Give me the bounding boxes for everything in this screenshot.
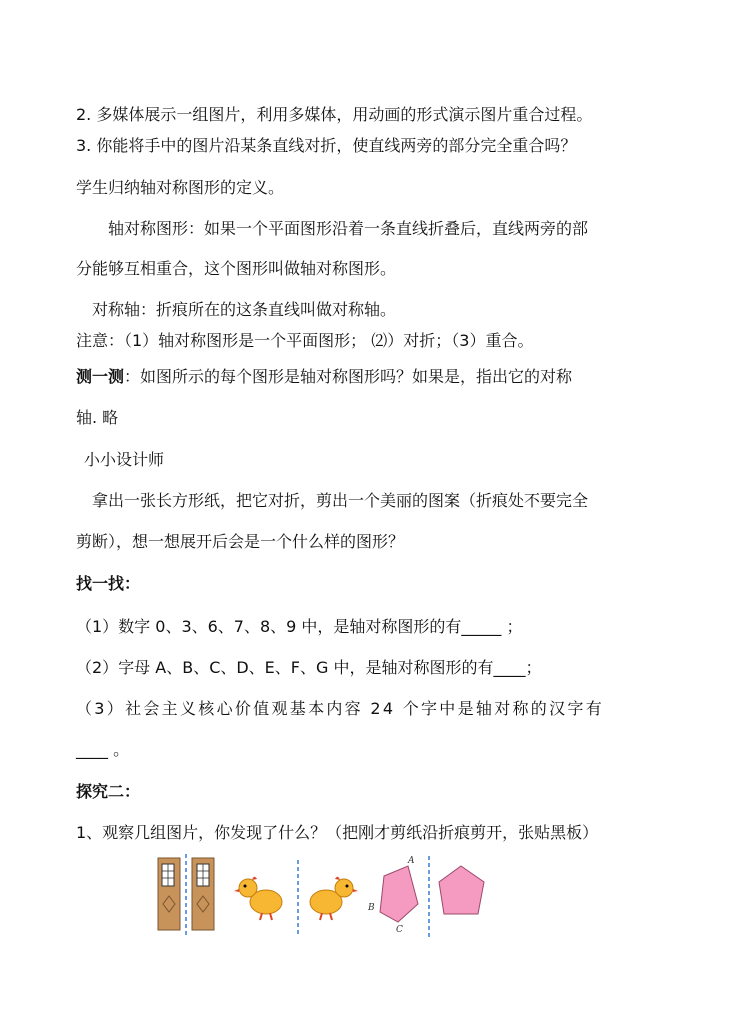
definition-line-2: 分能够互相重合，这个图形叫做轴对称图形。 [76,259,397,278]
explore-item-1: 1、观察几组图片，你发现了什么？（把刚才剪纸沿折痕剪开，张贴黑板） [76,823,599,842]
test-line-2: 轴. 略 [76,408,119,427]
definition-line-1: 轴对称图形：如果一个平面图形沿着一条直线折叠后，直线两旁的部 [108,219,589,238]
pentagon-left-icon [367,856,418,935]
find-item-3-cont: ____ 。 [76,740,130,759]
symmetry-illustration [156,852,496,942]
chick-right-icon [310,877,358,920]
line-3: 学生归纳轴对称图形的定义。 [76,178,285,197]
pentagon-right-icon [439,866,484,914]
label-c: C [396,925,403,935]
line-1: 2. 多媒体展示一组图片，利用多媒体，用动画的形式演示图片重合过程。 [76,105,593,124]
axis-definition: 对称轴：折痕所在的这条直线叫做对称轴。 [92,300,397,319]
door-right-icon [192,858,214,930]
test-heading: 测一测 [76,367,125,386]
find-item-2: （2）字母 A、B、C、D、E、F、G 中，是轴对称图形的有____； [76,658,542,677]
find-item-3: （3）社会主义核心价值观基本内容 24 个字中是轴对称的汉字有 [76,699,605,718]
explore-heading: 探究二： [76,782,141,801]
label-a: A [408,856,415,866]
designer-line-1: 拿出一张长方形纸，把它对折，剪出一个美丽的图案（折痕处不要完全 [92,491,589,510]
chick-left-icon [234,877,282,920]
find-item-1: （1）数字 0、3、6、7、8、9 中，是轴对称图形的有_____ ； [76,617,523,636]
note-line: 注意：（1）轴对称图形是一个平面图形； ⑵）对折；（3）重合。 [76,331,534,350]
designer-heading: 小小设计师 [84,450,165,469]
line-2: 3. 你能将手中的图片沿某条直线对折，使直线两旁的部分完全重合吗？ [76,136,577,155]
label-b: B [368,903,375,913]
test-line [76,366,572,388]
symmetry-figure [156,852,496,942]
find-heading: 找一找： [76,574,141,593]
door-left-icon [158,858,180,930]
test-text: ：如图所示的每个图形是轴对称图形吗？如果是，指出它的对称 [124,367,573,386]
designer-line-2: 剪断），想一想展开后会是一个什么样的图形？ [76,532,405,551]
